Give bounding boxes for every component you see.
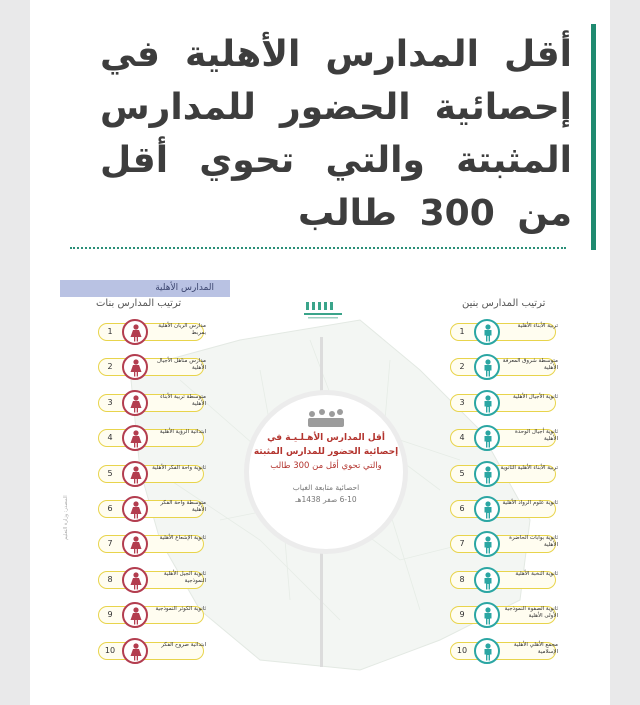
- school-name: متوسطة شروق المعرفة الأهلية: [502, 358, 558, 372]
- boys-rank-row: [450, 427, 558, 449]
- school-name: ثانوية بوابات الحاضرة الأهلية: [509, 535, 558, 549]
- source-note: المصدر: وزارة التعليم: [63, 495, 69, 540]
- girls-column-title: ترتيب المدارس بنات: [96, 298, 182, 309]
- boy-icon: [474, 425, 500, 451]
- school-name: ثانوية الأجيال الأهلية: [513, 393, 558, 400]
- girls-rank-row: [98, 392, 206, 414]
- boys-rank-row: [450, 463, 558, 485]
- rank-number: 3: [107, 397, 113, 407]
- center-line-4: احصائية متابعة الغياب: [292, 483, 360, 492]
- rank-number: 6: [459, 504, 465, 513]
- girls-rank-row: [98, 604, 206, 626]
- school-name: ابتدائية صروح الفكر: [161, 641, 206, 648]
- school-name: ثانوية الجيل الأهلية النموذجية: [163, 570, 206, 584]
- girls-rank-row: [98, 463, 206, 485]
- boys-rank-row: [450, 640, 558, 662]
- rank-number: 4: [459, 433, 465, 443]
- rank-number: 5: [459, 468, 465, 478]
- school-name: ثانوية الصفوة النموذجية الأولى الأهلية: [504, 606, 558, 620]
- boys-rank-row: [450, 321, 558, 343]
- school-name: ثانوية النخبة الأهلية: [515, 570, 558, 577]
- people-group-icon: [304, 407, 348, 429]
- boys-rank-row: [450, 356, 558, 378]
- girl-icon: [122, 461, 148, 487]
- school-name: تربية الأبناء الأهلية الثانوية: [500, 464, 558, 471]
- girl-icon: [122, 354, 148, 380]
- girls-rank-row: [98, 356, 206, 378]
- girl-icon: [122, 602, 148, 628]
- rank-number: 7: [459, 539, 465, 549]
- rank-number: 10: [104, 645, 116, 655]
- school-name: مجمع الأهلي الأهلية الإسلامية: [513, 641, 558, 655]
- boys-rank-row: [450, 392, 558, 414]
- infographic-image: [60, 280, 560, 675]
- rank-number: 8: [459, 574, 465, 584]
- girl-icon: [122, 390, 148, 416]
- girl-icon: [122, 638, 148, 664]
- rank-number: 1: [459, 327, 465, 336]
- girl-icon: [122, 567, 148, 593]
- boys-rank-row: [450, 569, 558, 591]
- boy-icon: [474, 461, 500, 487]
- girls-rank-row: [98, 533, 206, 555]
- boy-icon: [474, 602, 500, 628]
- school-name: ثانوية واحة الفكر الأهلية: [152, 464, 206, 471]
- girl-icon: [122, 531, 148, 557]
- center-line-2: إحصائية الحضور للمدارس المثبتة: [253, 447, 399, 457]
- rank-number: 4: [107, 433, 113, 443]
- boy-icon: [474, 567, 500, 593]
- rank-number: 7: [107, 539, 113, 549]
- rank-number: 9: [107, 610, 113, 620]
- boys-column-title: ترتيب المدارس بنين: [462, 298, 546, 309]
- headline-block: [100, 28, 572, 252]
- boy-icon: [474, 531, 500, 557]
- boys-rank-row: [450, 498, 558, 520]
- rank-number: 5: [107, 468, 113, 478]
- center-line-5: 6-10 صفر 1438هـ: [295, 495, 357, 504]
- boy-icon: [474, 319, 500, 345]
- school-name: متوسطة واحة الفكر الأهلية: [160, 500, 206, 513]
- school-name: ابتدائية الرؤية الأهلية: [159, 429, 206, 436]
- accent-bar: [591, 24, 596, 250]
- girl-icon: [122, 319, 148, 345]
- center-line-3: والتي تحوي أقل من 300 طالب: [270, 461, 382, 471]
- rank-number: 1: [107, 327, 113, 336]
- school-name: متوسطة تربية الأبناء الأهلية: [160, 393, 206, 407]
- boys-rank-row: [450, 533, 558, 555]
- boy-icon: [474, 638, 500, 664]
- boy-icon: [474, 496, 500, 522]
- rank-number: 2: [459, 362, 465, 372]
- girl-icon: [122, 496, 148, 522]
- girl-icon: [122, 425, 148, 451]
- category-tag: المدارس الأهلية: [60, 280, 230, 297]
- center-line-1: أقل المدارس الأهـلـيـة في: [267, 433, 385, 443]
- school-name: مدارس الريان الأهلية بمربط: [158, 323, 206, 336]
- rank-number: 6: [107, 504, 113, 513]
- girls-rank-row: [98, 569, 206, 591]
- girls-rank-row: [98, 498, 206, 520]
- page-title: أقل المدارس الأهلية في إحصائية الحضور للمدارس المثبتة والتي تحوي أقل من 300 طالب: [100, 34, 572, 234]
- school-name: ثانوية علوم الرواد الأهلية: [502, 500, 558, 506]
- girls-rank-row: [98, 427, 206, 449]
- center-summary-circle: [244, 390, 408, 554]
- girls-rank-row: [98, 321, 206, 343]
- boy-icon: [474, 354, 500, 380]
- school-name: تربية الأبناء الأهلية: [517, 323, 558, 329]
- rank-number: 9: [459, 610, 465, 620]
- dotted-divider: [70, 247, 566, 249]
- boys-rank-row: [450, 604, 558, 626]
- rank-number: 10: [456, 645, 468, 655]
- school-name: ثانوية أجيال الوحدة الأهلية: [514, 429, 558, 443]
- school-name: ثانوية الكوثر النموذجية: [155, 606, 206, 613]
- rank-number: 8: [107, 574, 113, 584]
- rank-number: 2: [107, 362, 113, 372]
- school-name: ثانوية الإشعاع الأهلية: [159, 535, 206, 542]
- boy-icon: [474, 390, 500, 416]
- school-name: مدارس مناهل الأجيال الأهلية: [157, 358, 206, 372]
- girls-rank-row: [98, 640, 206, 662]
- ministry-logo-icon: [298, 300, 348, 322]
- rank-number: 3: [459, 397, 465, 407]
